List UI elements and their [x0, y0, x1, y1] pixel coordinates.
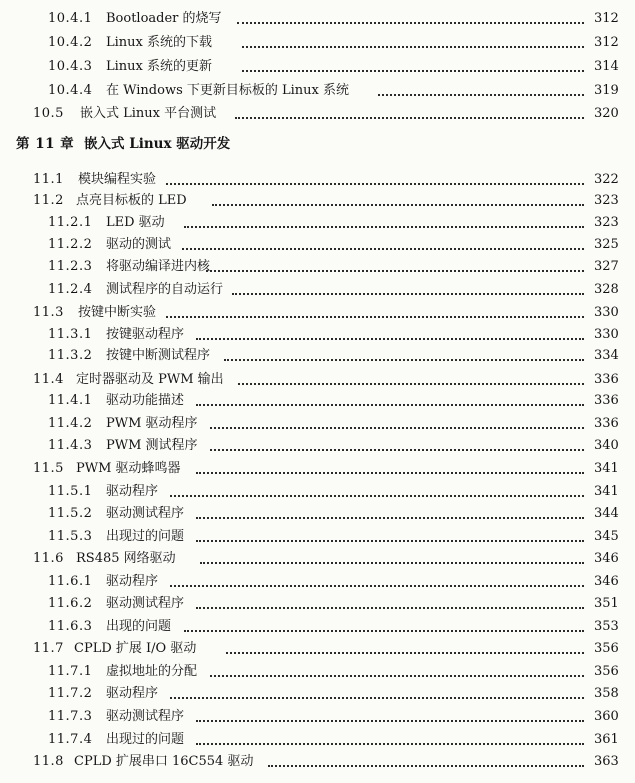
entry-number: 11.4.1	[48, 393, 93, 408]
dot-leader	[182, 248, 584, 250]
dot-leader	[200, 562, 584, 564]
dot-leader	[184, 630, 584, 632]
entry-title: Bootloader 的烧写	[106, 11, 222, 26]
entry-page: 320	[594, 106, 619, 121]
entry-title: 出现过的问题	[106, 529, 185, 544]
entry-number: 11.2.1	[48, 215, 93, 230]
entry-number: 11.4.3	[48, 438, 93, 453]
entry-page: 356	[594, 641, 619, 656]
dot-leader	[237, 22, 584, 24]
entry-number: 10.4.1	[48, 11, 93, 26]
entry-page: 327	[594, 259, 619, 274]
toc-entry-11-4-2	[0, 413, 635, 435]
entry-title: 在 Windows 下更新目标板的 Linux 系统	[106, 83, 350, 98]
entry-number: 11.2.2	[48, 237, 93, 252]
entry-page: 344	[594, 506, 619, 521]
entry-number: 11.2	[33, 193, 64, 208]
entry-number: 11.6.3	[48, 619, 93, 634]
toc-entry-11-6-2	[0, 593, 635, 615]
dot-leader	[378, 94, 584, 96]
toc-entry-10-4-1	[0, 8, 635, 30]
toc-entry-11-7-3	[0, 706, 635, 728]
entry-title: 驱动测试程序	[106, 506, 185, 521]
dot-leader	[170, 697, 584, 699]
entry-number: 10.4.4	[48, 83, 93, 98]
entry-title: PWM 驱动程序	[106, 416, 198, 431]
entry-page: 336	[594, 372, 619, 387]
dot-leader	[224, 359, 584, 361]
toc-entry-11-5	[0, 458, 635, 480]
dot-leader	[268, 765, 584, 767]
entry-page: 346	[594, 551, 619, 566]
entry-title: 驱动功能描述	[106, 393, 185, 408]
entry-page: 314	[594, 59, 619, 74]
toc-entry-11-6-3	[0, 616, 635, 638]
entry-title: 将驱动编译进内核	[106, 259, 211, 274]
entry-number: 11.3.1	[48, 327, 93, 342]
toc-entry-11-7-2	[0, 683, 635, 705]
dot-leader	[210, 675, 584, 677]
toc-entry-11-3-1	[0, 324, 635, 346]
dot-leader	[226, 652, 584, 654]
entry-title: 出现的问题	[106, 619, 172, 634]
entry-title: Linux 系统的下载	[106, 35, 212, 50]
entry-page: 325	[594, 237, 619, 252]
entry-page: 328	[594, 282, 619, 297]
entry-title: 驱动测试程序	[106, 709, 185, 724]
dot-leader	[196, 743, 584, 745]
dot-leader	[196, 404, 584, 406]
toc-entry-11-8	[0, 751, 635, 773]
dot-leader	[238, 383, 584, 385]
entry-page: 312	[594, 11, 619, 26]
entry-number: 10.5	[33, 106, 64, 121]
toc-entry-11-2-2	[0, 234, 635, 256]
dot-leader	[170, 495, 584, 497]
dot-leader	[166, 316, 584, 318]
toc-entry-11-2-1	[0, 212, 635, 234]
entry-number: 11.8	[33, 754, 64, 769]
entry-page: 341	[594, 484, 619, 499]
entry-number: 11.5.2	[48, 506, 93, 521]
entry-title: Linux 系统的更新	[106, 59, 212, 74]
dot-leader	[206, 270, 584, 272]
entry-page: 353	[594, 619, 619, 634]
entry-page: 363	[594, 754, 619, 769]
toc-entry-11-7-1	[0, 661, 635, 683]
entry-title: 嵌入式 Linux 平台测试	[80, 106, 217, 121]
entry-title: 定时器驱动及 PWM 输出	[76, 372, 224, 387]
toc-entry-11-2-4	[0, 279, 635, 301]
entry-page: 341	[594, 461, 619, 476]
entry-number: 10.4.3	[48, 59, 93, 74]
entry-page: 356	[594, 664, 619, 679]
entry-title: 驱动程序	[106, 574, 159, 589]
entry-title: 按键中断实验	[78, 305, 157, 320]
dot-leader	[242, 46, 584, 48]
toc-entry-11-6	[0, 548, 635, 570]
entry-title: 测试程序的自动运行	[106, 282, 224, 297]
entry-number: 11.3	[33, 305, 64, 320]
entry-title: 驱动程序	[106, 484, 159, 499]
entry-page: 358	[594, 686, 619, 701]
chapter-number: 第 11 章	[16, 136, 75, 152]
dot-leader	[212, 204, 584, 206]
entry-title: PWM 驱动蜂鸣器	[76, 461, 181, 476]
entry-page: 334	[594, 348, 619, 363]
entry-number: 11.7.3	[48, 709, 93, 724]
dot-leader	[232, 293, 584, 295]
entry-page: 323	[594, 193, 619, 208]
entry-title: 按键中断测试程序	[106, 348, 211, 363]
entry-page: 319	[594, 83, 619, 98]
entry-page: 336	[594, 393, 619, 408]
dot-leader	[242, 70, 584, 72]
dot-leader	[184, 226, 584, 228]
entry-page: 360	[594, 709, 619, 724]
entry-number: 11.6.1	[48, 574, 93, 589]
toc-entry-11-4-3	[0, 435, 635, 457]
entry-number: 11.7	[33, 641, 64, 656]
entry-number: 10.4.2	[48, 35, 93, 50]
entry-number: 11.5.1	[48, 484, 93, 499]
toc-entry-11-2	[0, 190, 635, 212]
entry-title: 虚拟地址的分配	[106, 664, 198, 679]
entry-title: 点亮目标板的 LED	[76, 193, 187, 208]
toc-entry-10-4-3	[0, 56, 635, 78]
entry-number: 11.5	[33, 461, 64, 476]
dot-leader	[196, 472, 584, 474]
dot-leader	[196, 338, 584, 340]
dot-leader	[196, 540, 584, 542]
entry-page: 346	[594, 574, 619, 589]
entry-page: 345	[594, 529, 619, 544]
toc-entry-11-5-1	[0, 481, 635, 503]
entry-number: 11.7.2	[48, 686, 93, 701]
toc-entry-11-5-3	[0, 526, 635, 548]
entry-page: 323	[594, 215, 619, 230]
entry-title: LED 驱动	[106, 215, 165, 230]
entry-number: 11.2.3	[48, 259, 93, 274]
entry-number: 11.7.1	[48, 664, 93, 679]
dot-leader	[196, 517, 584, 519]
entry-title: PWM 测试程序	[106, 438, 198, 453]
dot-leader	[235, 117, 584, 119]
entry-title: 驱动的测试	[106, 237, 172, 252]
toc-entry-11-4-1	[0, 390, 635, 412]
entry-number: 11.6	[33, 551, 64, 566]
entry-title: CPLD 扩展串口 16C554 驱动	[74, 754, 254, 769]
entry-number: 11.2.4	[48, 282, 93, 297]
entry-number: 11.6.2	[48, 596, 93, 611]
dot-leader	[196, 607, 584, 609]
entry-number: 11.5.3	[48, 529, 93, 544]
entry-title: 驱动程序	[106, 686, 159, 701]
entry-page: 330	[594, 305, 619, 320]
toc-entry-11-3	[0, 302, 635, 324]
toc-entry-11-7	[0, 638, 635, 660]
chapter-heading	[0, 133, 635, 155]
entry-title: 按键驱动程序	[106, 327, 185, 342]
toc-entry-10-4-2	[0, 32, 635, 54]
dot-leader	[210, 449, 584, 451]
entry-title: 模块编程实验	[78, 172, 157, 187]
dot-leader	[196, 720, 584, 722]
entry-page: 351	[594, 596, 619, 611]
entry-number: 11.1	[33, 172, 64, 187]
entry-page: 322	[594, 172, 619, 187]
entry-title: 驱动测试程序	[106, 596, 185, 611]
dot-leader	[210, 427, 584, 429]
toc-entry-10-4-4	[0, 80, 635, 102]
entry-number: 11.4	[33, 372, 64, 387]
entry-page: 336	[594, 416, 619, 431]
toc-entry-11-7-4	[0, 729, 635, 751]
dot-leader	[166, 183, 584, 185]
chapter-title: 嵌入式 Linux 驱动开发	[84, 136, 231, 152]
entry-number: 11.4.2	[48, 416, 93, 431]
entry-number: 11.7.4	[48, 732, 93, 747]
entry-title: 出现过的问题	[106, 732, 185, 747]
toc-entry-11-4	[0, 369, 635, 391]
toc-entry-11-6-1	[0, 571, 635, 593]
entry-number: 11.3.2	[48, 348, 93, 363]
entry-page: 340	[594, 438, 619, 453]
entry-page: 312	[594, 35, 619, 50]
entry-page: 330	[594, 327, 619, 342]
toc-entry-11-1	[0, 169, 635, 191]
dot-leader	[170, 585, 584, 587]
entry-title: RS485 网络驱动	[76, 551, 176, 566]
entry-title: CPLD 扩展 I/O 驱动	[74, 641, 197, 656]
entry-page: 361	[594, 732, 619, 747]
toc-entry-11-3-2	[0, 345, 635, 367]
toc-entry-10-5	[0, 103, 635, 125]
toc-entry-11-2-3	[0, 256, 635, 278]
toc-entry-11-5-2	[0, 503, 635, 525]
